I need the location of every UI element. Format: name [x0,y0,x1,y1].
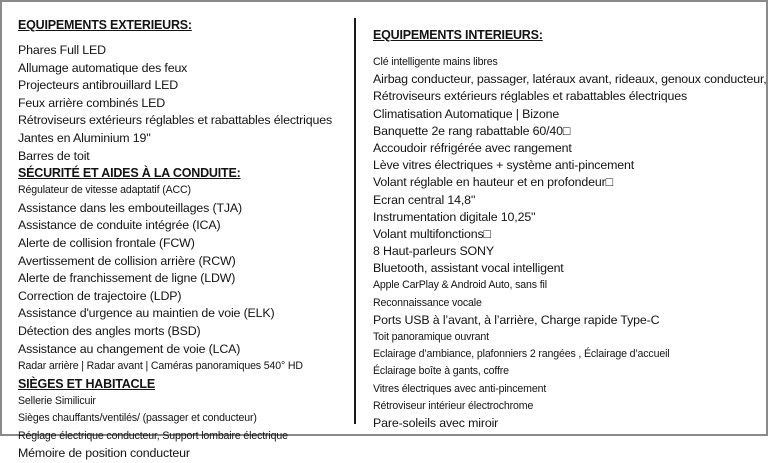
list-item: Éclairage boîte à gants, coffre [373,365,509,378]
list-item: Radar arrière | Radar avant | Caméras panoramiques 540° HD [18,360,303,373]
list-item: Sellerie Similicuir [18,394,96,407]
heading-exterior: EQUIPEMENTS EXTERIEURS: [18,18,192,32]
list-item: Toit panoramique ouvrant [373,331,489,343]
list-item: Rétroviseurs extérieurs réglables et rabattables électriques [373,89,688,104]
list-item: Pare-soleils avec miroir [373,415,499,430]
right-column [373,26,767,432]
list-item: 8 Haut-parleurs SONY [373,244,494,259]
list-item: Détection des angles morts (BSD) [18,323,201,338]
list-item: Phares Full LED [18,43,106,57]
list-item: Réglage électrique conducteur, Support lombaire électrique [18,429,288,442]
list-item: Jantes en Aluminium 19'' [18,130,151,145]
list-item: Bluetooth, assistant vocal intelligent [373,261,564,276]
list-item: Sièges chauffants/ventilés/ (passager et conducteur) [18,412,257,425]
column-divider [354,18,356,424]
list-item: Assistance au changement de voie (LCA) [18,341,241,356]
seats-list [18,393,348,463]
list-item: Rétroviseurs extérieurs réglables et rabattables électriques [18,113,333,128]
list-item: Feux arrière combinés LED [18,95,166,110]
list-item: Allumage automatique des feux [18,60,188,75]
list-item: Lève vitres électriques + système anti-pincement [373,158,635,173]
list-item: Instrumentation digitale 10,25'' [373,209,536,224]
list-item: Assistance dans les embouteillages (TJA) [18,200,243,215]
list-item: Climatisation Automatique | Bizone [373,106,560,121]
list-item: Assistance de conduite intégrée (ICA) [18,218,221,233]
list-item: Volant multifonctions□ [373,226,491,241]
list-item: Apple CarPlay & Android Auto, sans fil [373,279,547,292]
list-item: Clé intelligente mains libres [373,56,498,68]
list-item: Ports USB à l’avant, à l’arrière, Charge rapide Type-C [373,312,660,327]
list-item: Barres de toit [18,148,90,163]
left-column [18,16,348,463]
list-item: Avertissement de collision arrière (RCW) [18,253,236,268]
list-item: Alerte de collision frontale (FCW) [18,235,195,250]
heading-seats: SIÈGES ET HABITACLE [18,376,155,391]
list-item: Mémoire de position conducteur [18,446,190,461]
list-item: Vitres électriques avec anti-pincement [373,382,547,395]
list-item: Rétroviseur intérieur électrochrome [373,399,534,412]
list-item: Eclairage d’ambiance, plafonniers 2 rangées , Éclairage d’accueil [373,348,670,361]
heading-interior: EQUIPEMENTS INTERIEURS: [373,28,543,42]
list-item: Projecteurs antibrouillard LED [18,78,179,93]
list-item: Airbag conducteur, passager, latéraux avant, rideaux, genoux conducteur, [373,72,767,87]
list-item: Accoudoir réfrigérée avec rangement [373,140,572,155]
list-item: Assistance d'urgence au maintien de voie (ELK) [18,306,275,321]
safety-list [18,182,348,376]
heading-safety: SÉCURITÉ ET AIDES À LA CONDUITE: [18,166,241,181]
list-item: Reconnaissance vocale [373,296,482,309]
list-item: Ecran central 14,8'' [373,192,476,207]
interior-list [373,54,767,432]
list-item: Banquette 2e rang rabattable 60/40□ [373,123,571,138]
list-item: Alerte de franchissement de ligne (LDW) [18,271,236,286]
list-item: Régulateur de vitesse adaptatif (ACC) [18,184,191,197]
list-item: Correction de trajectoire (LDP) [18,288,182,303]
exterior-list [18,42,348,165]
list-item: Volant réglable en hauteur et en profondeur□ [373,175,613,190]
